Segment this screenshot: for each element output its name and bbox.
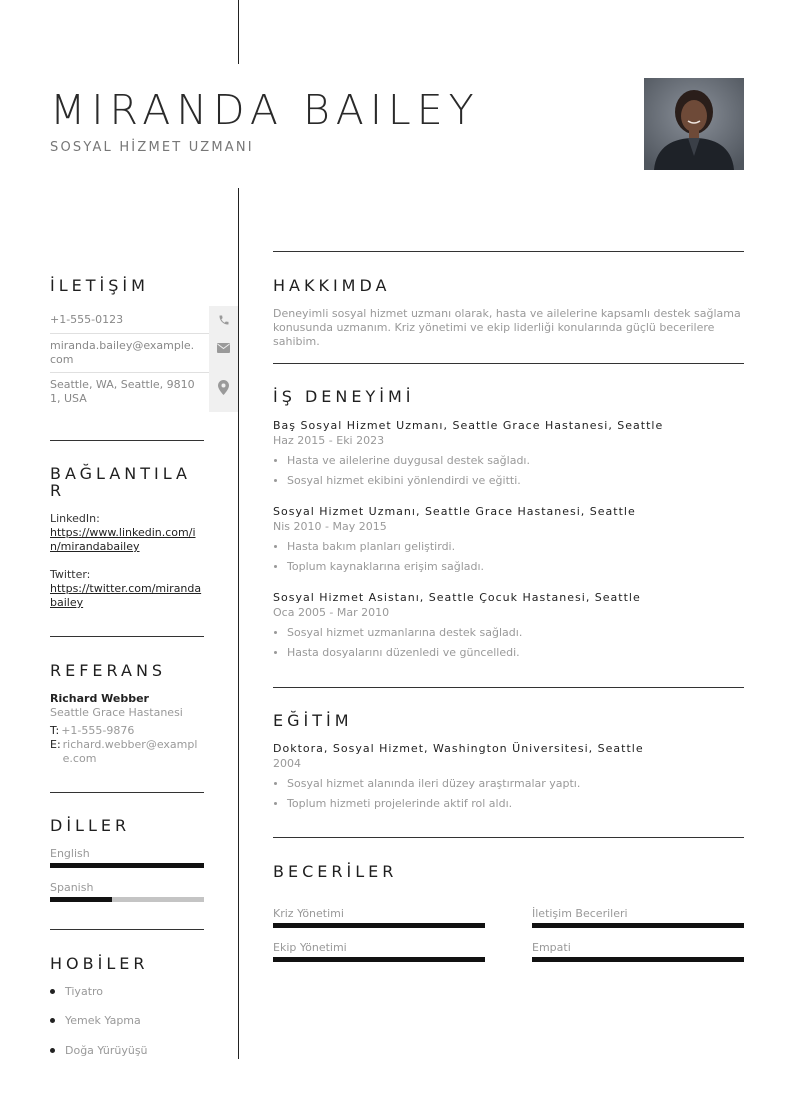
job-bullet xyxy=(273,560,744,573)
bullet-icon xyxy=(274,565,277,568)
section-divider xyxy=(50,440,204,441)
link-linkedin xyxy=(50,512,204,554)
links-section-title: BAĞLANTILAR xyxy=(50,464,191,500)
reference-entry xyxy=(50,692,204,766)
section-divider xyxy=(50,636,204,637)
job-date: Nis 2010 - May 2015 xyxy=(273,520,387,533)
twitter-link[interactable]: https://twitter.com/mirandabailey xyxy=(50,582,202,609)
contact-section-title: İLETİŞİM xyxy=(50,276,149,295)
reference-name: Richard Webber xyxy=(50,692,149,705)
language-name: Spanish xyxy=(50,881,94,894)
language-item xyxy=(50,881,204,902)
bullet-icon xyxy=(50,1018,55,1023)
contact-phone-text: +1-555-0123 xyxy=(50,313,124,326)
bullet-text: Toplum hizmeti projelerinde aktif rol aldı. xyxy=(287,797,513,810)
education-bullet xyxy=(273,777,744,790)
contact-phone xyxy=(50,313,238,327)
hobbies-section-title: HOBİLER xyxy=(50,954,149,973)
skill-level-bar xyxy=(273,957,485,962)
about-section-title: HAKKIMDA xyxy=(273,276,391,295)
job-bullet xyxy=(273,454,744,467)
reference-phone xyxy=(50,724,204,738)
bullet-icon xyxy=(274,782,277,785)
bullet-icon xyxy=(50,1048,55,1053)
job-entry xyxy=(273,505,744,573)
language-level-bar xyxy=(50,863,204,868)
job-bullet xyxy=(273,626,744,639)
job-bullet xyxy=(273,646,744,659)
skill-level-bar xyxy=(273,923,485,928)
bullet-text: Hasta ve ailelerine duygusal destek sağladı. xyxy=(287,454,530,467)
bullet-icon xyxy=(274,802,277,805)
top-divider-line xyxy=(238,0,239,64)
skill-level-bar xyxy=(532,923,744,928)
column-divider-line xyxy=(238,188,239,1059)
skill-name: Empati xyxy=(532,941,571,954)
job-title-heading: SOSYAL HİZMET UZMANI xyxy=(50,140,254,155)
bullet-text: Toplum kaynaklarına erişim sağladı. xyxy=(287,560,485,573)
skill-level-bar xyxy=(532,957,744,962)
section-divider xyxy=(273,251,744,252)
linkedin-link[interactable]: https://www.linkedin.com/in/mirandabailey xyxy=(50,526,196,553)
bullet-text: Sosyal hizmet ekibini yönlendirdi ve eğitti. xyxy=(287,474,521,487)
education-entry xyxy=(273,742,744,810)
language-level-fill xyxy=(50,897,112,902)
education-section-title: EĞİTİM xyxy=(273,711,353,730)
bullet-text: Sosyal hizmet uzmanlarına destek sağladı. xyxy=(287,626,523,639)
hobby-item xyxy=(50,1014,141,1027)
bullet-text: Sosyal hizmet alanında ileri düzey araştırmalar yaptı. xyxy=(287,777,581,790)
contact-address-text: Seattle, WA, Seattle, 98101, USA xyxy=(50,378,195,405)
contact-email-text: miranda.bailey@example.com xyxy=(50,339,195,366)
bullet-icon xyxy=(50,989,55,994)
person-name: MIRANDA BAILEY xyxy=(50,86,480,134)
job-title: Sosyal Hizmet Uzmanı, Seattle Grace Hastanesi, Seattle xyxy=(273,505,636,518)
hobby-text: Yemek Yapma xyxy=(65,1014,141,1027)
bullet-icon xyxy=(274,459,277,462)
reference-email xyxy=(50,738,204,766)
divider xyxy=(50,372,209,373)
skill-item xyxy=(532,907,744,928)
job-date: Oca 2005 - Mar 2010 xyxy=(273,606,390,619)
language-level-bar xyxy=(50,897,204,902)
about-text: Deneyimli sosyal hizmet uzmanı olarak, hasta ve ailelerine kapsamlı destek sağlama konusunda uzmanım. Kriz yönetimi ve ekip liderliği konularında güçlü becerilere sahibim. xyxy=(273,307,741,348)
job-bullet xyxy=(273,474,744,487)
bullet-text: Hasta dosyalarını düzenledi ve güncelledi. xyxy=(287,646,520,659)
hobby-item xyxy=(50,1044,148,1057)
reference-email-label: E: xyxy=(50,738,61,751)
skill-item xyxy=(273,907,485,928)
job-title: Baş Sosyal Hizmet Uzmanı, Seattle Grace Hastanesi, Seattle xyxy=(273,419,664,432)
job-bullet xyxy=(273,540,744,553)
reference-org: Seattle Grace Hastanesi xyxy=(50,706,183,719)
link-twitter xyxy=(50,568,204,610)
hobby-item xyxy=(50,985,103,998)
skill-item xyxy=(532,941,744,962)
language-level-fill xyxy=(50,863,204,868)
job-entry xyxy=(273,419,744,487)
link-label: LinkedIn: xyxy=(50,512,100,525)
bullet-text: Hasta bakım planları geliştirdi. xyxy=(287,540,456,553)
hobby-text: Tiyatro xyxy=(65,985,104,998)
contact-email xyxy=(50,339,238,367)
profile-photo xyxy=(644,78,744,170)
references-section-title: REFERANS xyxy=(50,661,167,680)
bullet-icon xyxy=(274,631,277,634)
reference-phone-value: +1-555-9876 xyxy=(61,724,135,737)
divider xyxy=(50,333,209,334)
experience-section-title: İŞ DENEYİMİ xyxy=(273,387,415,406)
bullet-icon xyxy=(274,651,277,654)
job-entry xyxy=(273,591,744,659)
skill-name: Ekip Yönetimi xyxy=(273,941,347,954)
section-divider xyxy=(50,792,204,793)
job-title: Sosyal Hizmet Asistanı, Seattle Çocuk Hastanesi, Seattle xyxy=(273,591,641,604)
language-name: English xyxy=(50,847,90,860)
job-date: Haz 2015 - Eki 2023 xyxy=(273,434,385,447)
skill-item xyxy=(273,941,485,962)
contact-address xyxy=(50,378,238,406)
section-divider xyxy=(50,929,204,930)
skills-section-title: BECERİLER xyxy=(273,862,398,881)
degree-title: Doktora, Sosyal Hizmet, Washington Üniversitesi, Seattle xyxy=(273,742,644,755)
hobby-text: Doğa Yürüyüşü xyxy=(65,1044,148,1057)
skill-name: İletişim Becerileri xyxy=(532,907,628,920)
section-divider xyxy=(273,687,744,688)
languages-section-title: DİLLER xyxy=(50,816,131,835)
language-item xyxy=(50,847,204,868)
degree-date: 2004 xyxy=(273,757,301,770)
education-bullet xyxy=(273,797,744,810)
links-list xyxy=(50,512,204,610)
reference-email-value: richard.webber@example.com xyxy=(62,738,198,765)
section-divider xyxy=(273,837,744,838)
link-label: Twitter: xyxy=(50,568,91,581)
section-divider xyxy=(273,363,744,364)
reference-phone-label: T: xyxy=(50,724,60,737)
bullet-icon xyxy=(274,479,277,482)
bullet-icon xyxy=(274,545,277,548)
skill-name: Kriz Yönetimi xyxy=(273,907,344,920)
